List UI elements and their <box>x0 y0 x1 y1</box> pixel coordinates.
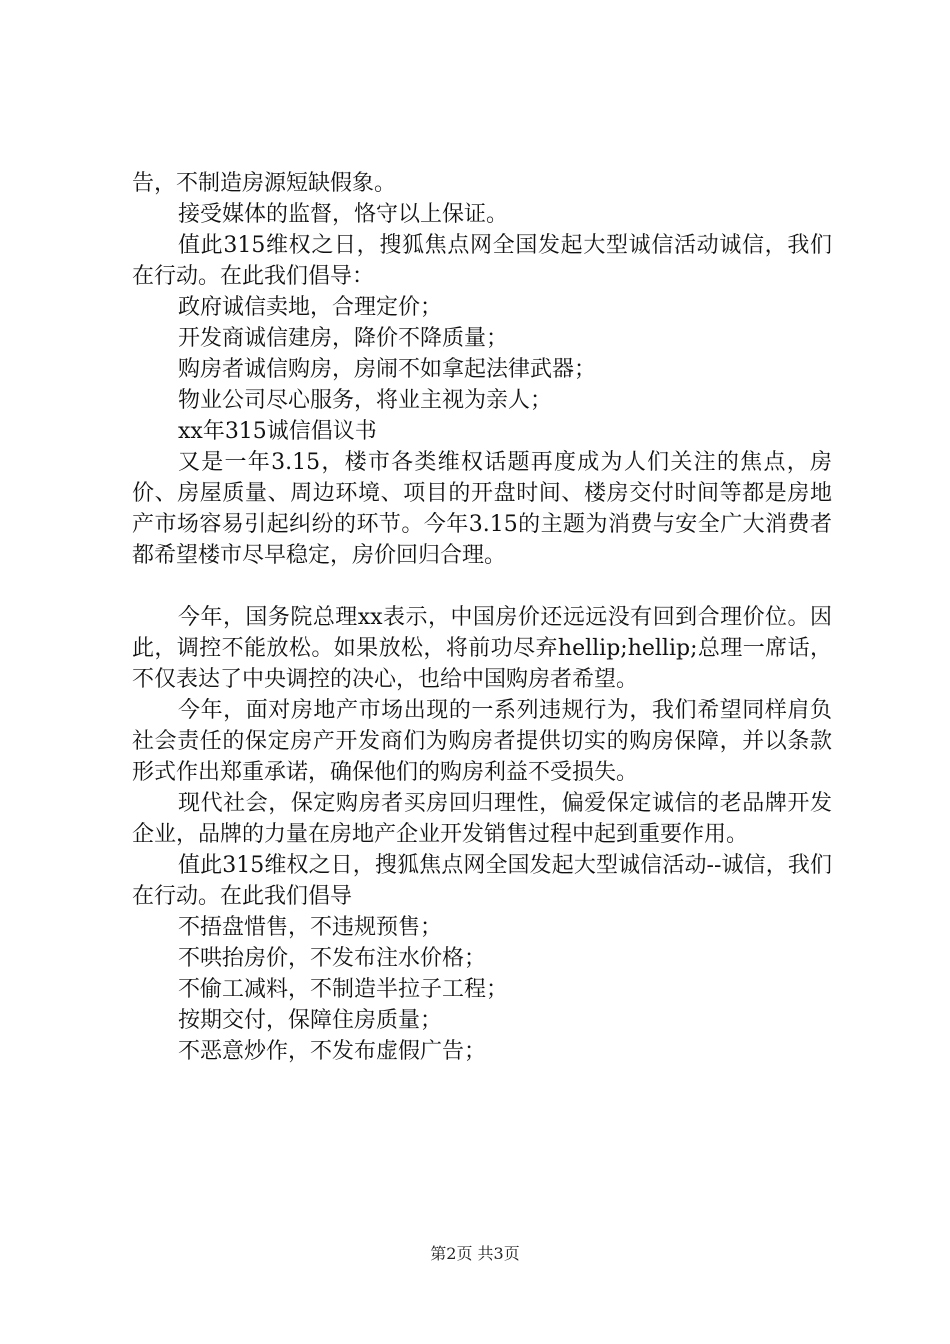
blank-line <box>132 571 832 602</box>
paragraph: 告，不制造房源短缺假象。 <box>132 171 397 196</box>
paragraph: 购房者诚信购房，房闹不如拿起法律武器； <box>178 357 597 382</box>
paragraph: 物业公司尽心服务，将业主视为亲人； <box>178 388 553 413</box>
document-body <box>132 168 832 1067</box>
paragraph: 不捂盘惜售，不违规预售； <box>178 915 443 940</box>
paragraph: xx年315诚信倡议书 <box>178 419 377 444</box>
paragraph: 值此315维权之日，搜狐焦点网全国发起大型诚信活动诚信，我们在行动。在此我们倡导： <box>132 233 832 289</box>
paragraph: 今年，国务院总理xx表示，中国房价还远远没有回到合理价位。因此，调控不能放松。如果放松，将前功尽弃hellip;hellip;总理一席话，不仅表达了中央调控的决心，也给中国购房者希望。 <box>132 605 832 692</box>
paragraph: 按期交付，保障住房质量； <box>178 1008 443 1033</box>
paragraph: 不哄抬房价，不发布注水价格； <box>178 946 487 971</box>
paragraph: 开发商诚信建房，降价不降质量； <box>178 326 509 351</box>
paragraph: 今年，面对房地产市场出现的一系列违规行为，我们希望同样肩负社会责任的保定房产开发商们为购房者提供切实的购房保障，并以条款形式作出郑重承诺，确保他们的购房利益不受损失。 <box>132 698 832 785</box>
paragraph: 值此315维权之日，搜狐焦点网全国发起大型诚信活动--诚信，我们在行动。在此我们倡导 <box>132 853 832 909</box>
paragraph: 政府诚信卖地，合理定价； <box>178 295 443 320</box>
paragraph: 不偷工减料，不制造半拉子工程； <box>178 977 509 1002</box>
page-footer: 第2页 共3页 <box>430 1244 520 1263</box>
paragraph: 现代社会，保定购房者买房回归理性，偏爱保定诚信的老品牌开发企业，品牌的力量在房地产企业开发销售过程中起到重要作用。 <box>132 791 832 847</box>
paragraph: 不恶意炒作，不发布虚假广告； <box>178 1039 487 1064</box>
paragraph: 又是一年3.15，楼市各类维权话题再度成为人们关注的焦点，房价、房屋质量、周边环境、项目的开盘时间、楼房交付时间等都是房地产市场容易引起纠纷的环节。今年3.15的主题为消费与安全广大消费者都希望楼市尽早稳定，房价回归合理。 <box>132 450 832 568</box>
paragraph: 接受媒体的监督，恪守以上保证。 <box>178 202 509 227</box>
